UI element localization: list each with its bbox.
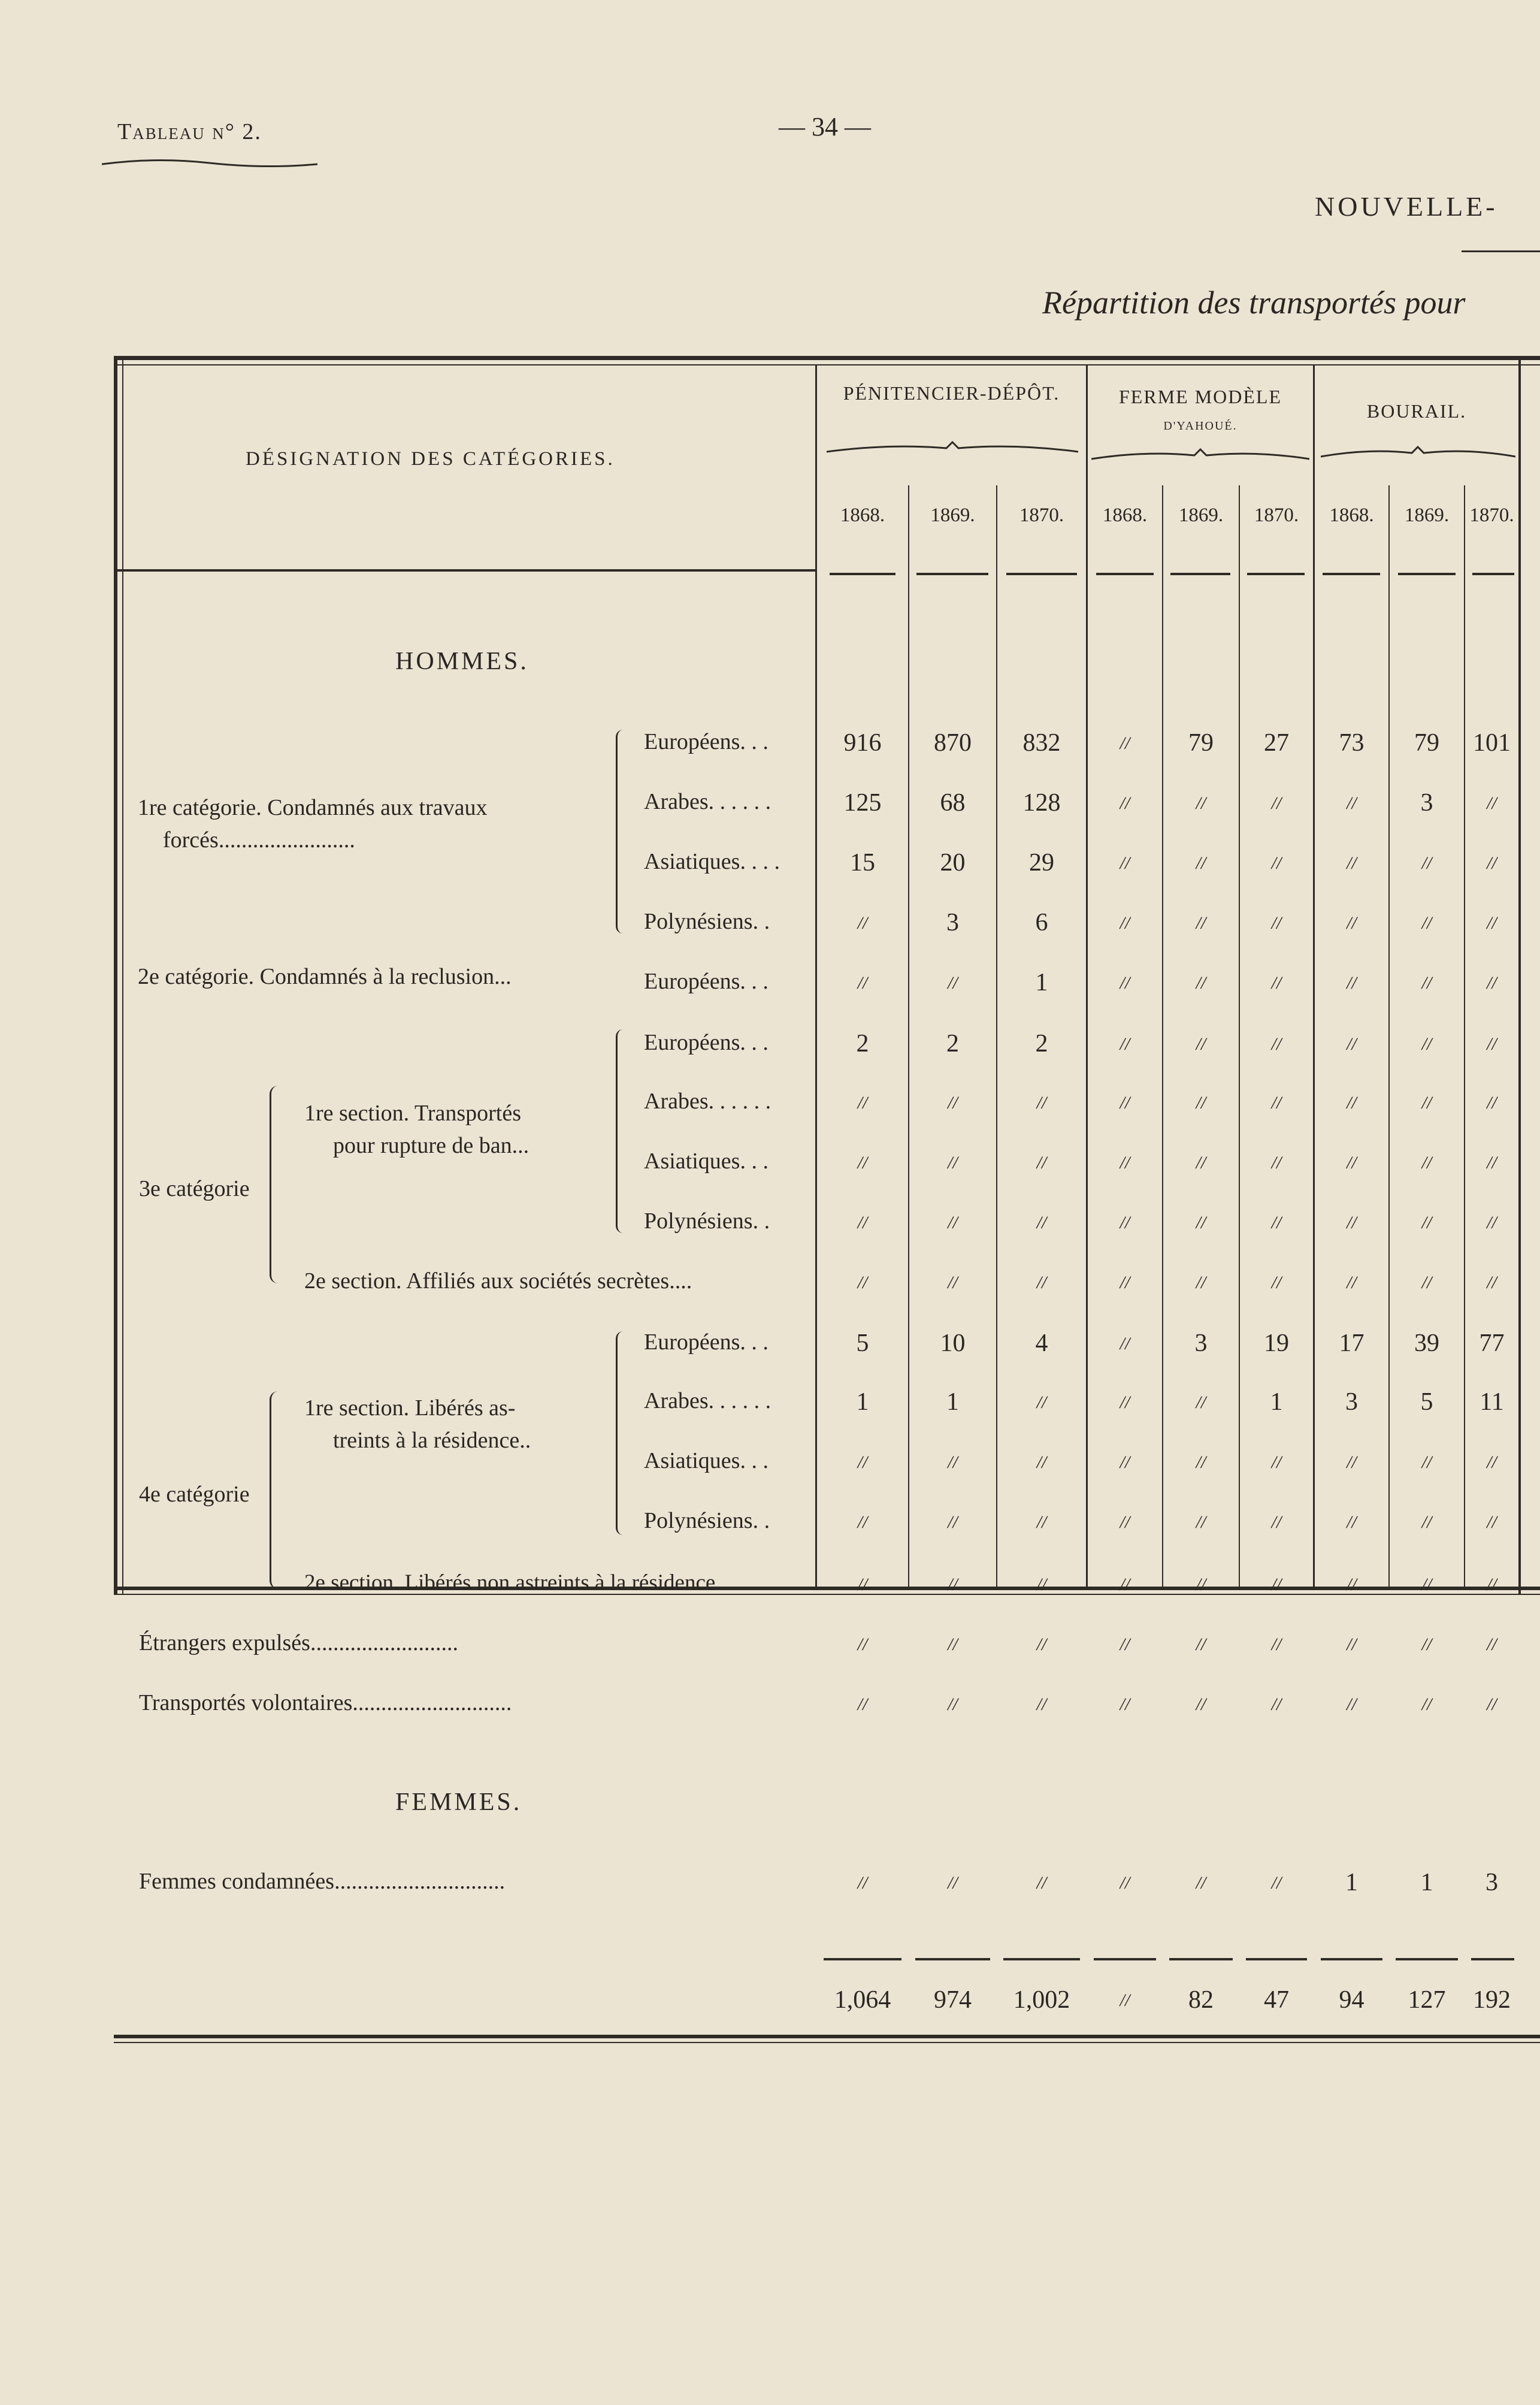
table-cell: // [1036, 1153, 1047, 1173]
table-cell: // [1036, 1452, 1047, 1472]
year-1868-penitencier: 1868. [840, 504, 885, 526]
etrangers-label: Étrangers expulsés.......................... [139, 1630, 458, 1655]
table-cell: // [1421, 973, 1432, 993]
brace-cat3 [270, 1086, 280, 1283]
year-1868-bourail: 1868. [1329, 504, 1374, 526]
table-cell: 39 [1414, 1330, 1439, 1357]
table-cell: // [1120, 1034, 1130, 1054]
table-cell: 125 [843, 789, 882, 817]
origin-label: Arabes. . . . . . [644, 1388, 771, 1413]
total-cell: 47 [1264, 1986, 1289, 2014]
table-cell: // [1271, 793, 1282, 813]
table-cell: // [1271, 1034, 1282, 1054]
cat4-section1-label: 1re section. Libérés as- [304, 1395, 516, 1421]
table-cell: // [1421, 1694, 1432, 1714]
table-cell: // [1347, 1634, 1357, 1654]
table-cell: 128 [1022, 789, 1061, 817]
table-cell: // [1120, 1213, 1130, 1232]
category-3-label: 3e catégorie [139, 1176, 250, 1201]
total-cell: 192 [1473, 1986, 1511, 2014]
cat3-section1-label: 1re section. Transportés [304, 1101, 522, 1126]
origin-label: Européens. . . [644, 1030, 769, 1055]
table-cell: // [1036, 1392, 1047, 1412]
colony-title: NOUVELLE- [1315, 191, 1498, 222]
table-cell: 3 [1485, 1869, 1498, 1896]
table-cell: // [1036, 1213, 1047, 1232]
table-cell: // [1487, 1273, 1497, 1292]
table-cell: // [1120, 1575, 1130, 1594]
table-cell: // [1271, 973, 1282, 993]
table-cell: // [1421, 1093, 1432, 1113]
table-cell: 1 [1270, 1388, 1283, 1416]
table-cell: // [1036, 1093, 1047, 1113]
table-cell: // [1347, 1512, 1357, 1532]
table-cell: // [1271, 1873, 1282, 1893]
table-subtitle: Répartition des transportés pour [1042, 285, 1466, 321]
table-cell: 1 [946, 1388, 959, 1416]
table-cell: // [948, 1093, 958, 1113]
table-cell: // [1120, 1873, 1130, 1893]
year-1869-bourail: 1869. [1404, 504, 1450, 526]
page-number: — 34 — [779, 112, 871, 141]
brace-penitencier [827, 441, 1078, 455]
table-cell: 79 [1414, 729, 1439, 757]
cat3-section2-label: 2e section. Affiliés aux sociétés secrètes.... [304, 1268, 692, 1294]
origin-label: Asiatiques. . . [644, 1149, 769, 1174]
table-cell: // [1120, 1634, 1130, 1654]
table-cell: // [948, 1873, 958, 1893]
table-cell: // [1036, 1512, 1047, 1532]
table-cell: 19 [1264, 1330, 1289, 1357]
table-cell: 101 [1473, 729, 1511, 757]
table-cell: // [1196, 973, 1206, 993]
table-cell: // [1347, 1452, 1357, 1472]
table-cell: // [1271, 1093, 1282, 1113]
table-cell: // [1196, 1093, 1206, 1113]
table-cell: 3 [1345, 1388, 1358, 1416]
table-cell: // [948, 1694, 958, 1714]
table-cell: 832 [1022, 729, 1061, 757]
table-cell: // [1120, 793, 1130, 813]
table-cell: // [1347, 1575, 1357, 1594]
table-cell: // [857, 1153, 868, 1173]
table-cell: // [1487, 913, 1497, 933]
table-cell: 6 [1035, 909, 1048, 936]
table-cell: // [1347, 1093, 1357, 1113]
table-cell: // [1120, 1273, 1130, 1292]
table-cell: // [1421, 1034, 1432, 1054]
table-cell: // [857, 973, 868, 993]
table-cell: // [1487, 1034, 1497, 1054]
table-cell: // [1421, 1213, 1432, 1232]
brace-cat4 [270, 1391, 280, 1589]
table-cell: // [1196, 913, 1206, 933]
group-header-ferme: FERME MODÈLE [1119, 386, 1282, 407]
year-1870-bourail: 1870. [1469, 504, 1514, 526]
table-cell: // [1421, 1153, 1432, 1173]
brace-bourail [1321, 446, 1515, 460]
origin-label: Européens. . . [644, 1330, 769, 1355]
table-cell: // [1196, 1034, 1206, 1054]
table-cell: 3 [1194, 1330, 1208, 1357]
table-cell: // [1487, 793, 1497, 813]
table-cell: // [1487, 1512, 1497, 1532]
origin-label: Européens. . . [644, 969, 769, 994]
table-cell: // [1421, 913, 1432, 933]
table-cell: // [1271, 1452, 1282, 1472]
cat4-section2-label: 2e section. Libérés non astreints à la résidence [304, 1570, 716, 1595]
table-cell: 2 [1035, 1030, 1048, 1058]
table-cell: // [1196, 1873, 1206, 1893]
origin-label: Européens. . . [644, 729, 769, 754]
table-cell: // [1421, 1273, 1432, 1292]
table-cell: // [1347, 853, 1357, 873]
table-cell: // [1036, 1634, 1047, 1654]
table-cell: // [1120, 733, 1130, 753]
table-cell: // [1421, 853, 1432, 873]
total-cell: 127 [1408, 1986, 1446, 2014]
table-cell: // [857, 1873, 868, 1893]
table-cell: // [1271, 1512, 1282, 1532]
table-cell: // [1196, 1273, 1206, 1292]
table-cell: // [857, 1512, 868, 1532]
year-1870-penitencier: 1870. [1019, 504, 1064, 526]
table-cell: 1 [856, 1388, 869, 1416]
category-2-label: 2e catégorie. Condamnés à la reclusion... [138, 964, 512, 989]
table-cell: // [1196, 1694, 1206, 1714]
section-hommes: HOMMES. [395, 648, 529, 675]
origin-label: Arabes. . . . . . [644, 1089, 771, 1114]
table-cell: 27 [1264, 729, 1289, 757]
table-cell: // [857, 913, 868, 933]
table-cell: // [1196, 1153, 1206, 1173]
table-cell: // [1196, 853, 1206, 873]
table-cell: 5 [1420, 1388, 1433, 1416]
table-cell: // [1487, 1694, 1497, 1714]
table-cell: // [1120, 1093, 1130, 1113]
table-cell: // [1347, 1213, 1357, 1232]
table-cell: 2 [946, 1030, 959, 1058]
table-cell: // [1347, 973, 1357, 993]
table-cell: // [1271, 1213, 1282, 1232]
table-cell: // [1120, 1392, 1130, 1412]
ornament-swash [102, 157, 317, 171]
table-cell: 73 [1339, 729, 1364, 757]
category-1-label-cont: forcés........................ [163, 827, 355, 853]
group-header-bourail: BOURAIL. [1366, 400, 1467, 422]
table-cell: // [948, 1512, 958, 1532]
group-header-penitencier: PÉNITENCIER-DÉPÔT. [843, 382, 1060, 404]
group-subheader-ferme: D'YAHOUÉ. [1163, 419, 1238, 433]
table-cell: // [1487, 1153, 1497, 1173]
table-cell: // [1271, 853, 1282, 873]
table-cell: // [948, 1153, 958, 1173]
table-cell: // [1120, 1694, 1130, 1714]
total-cell: // [1120, 1990, 1130, 2010]
table-cell: // [857, 1634, 868, 1654]
brace-ferme [1091, 448, 1309, 463]
table-cell: // [1421, 1575, 1432, 1594]
table-cell: 870 [934, 729, 972, 757]
origin-label: Asiatiques. . . [644, 1448, 769, 1473]
table-cell: 20 [940, 849, 966, 877]
table-cell: // [1487, 1213, 1497, 1232]
table-cell: // [857, 1694, 868, 1714]
table-cell: 1 [1420, 1869, 1433, 1896]
year-1869-ferme: 1869. [1178, 504, 1224, 526]
table-cell: 68 [940, 789, 966, 817]
table-cell: 2 [856, 1030, 869, 1058]
table-cell: // [1487, 1634, 1497, 1654]
table-cell: // [948, 1273, 958, 1292]
table-cell: // [1271, 1575, 1282, 1594]
table-cell: // [1271, 1273, 1282, 1292]
brace-cat4-s1 [616, 1331, 625, 1535]
designation-header: DÉSIGNATION DES CATÉGORIES. [246, 448, 615, 470]
table-cell: // [1120, 1452, 1130, 1472]
total-cell: 1,064 [834, 1986, 891, 2014]
table-cell: // [1421, 1452, 1432, 1472]
table-cell: // [1271, 1153, 1282, 1173]
table-cell: // [1196, 1575, 1206, 1594]
table-cell: 17 [1339, 1330, 1364, 1357]
origin-label: Asiatiques. . . . [644, 849, 780, 874]
table-cell: 29 [1029, 849, 1054, 877]
table-cell: // [1036, 1694, 1047, 1714]
year-1869-penitencier: 1869. [930, 504, 975, 526]
total-cell: 1,002 [1013, 1986, 1070, 2014]
table-cell: 4 [1035, 1330, 1048, 1357]
table-cell: // [1347, 1034, 1357, 1054]
cat4-section1-label-cont: treints à la résidence.. [333, 1428, 531, 1453]
table-cell: // [1120, 913, 1130, 933]
table-cell: 77 [1479, 1330, 1505, 1357]
origin-label: Polynésiens. . [644, 1508, 770, 1533]
year-1870-ferme: 1870. [1254, 504, 1299, 526]
brace-cat1 [616, 730, 625, 933]
table-cell: 5 [856, 1330, 869, 1357]
brace-cat3-s1 [616, 1029, 625, 1233]
table-cell: 916 [843, 729, 882, 757]
table-cell: // [1196, 1634, 1206, 1654]
table-cell: 11 [1480, 1388, 1504, 1416]
total-cell: 82 [1188, 1986, 1214, 2014]
total-cell: 94 [1339, 1986, 1364, 2014]
table-cell: 3 [946, 909, 959, 936]
table-cell: 10 [940, 1330, 966, 1357]
cat3-section1-label-cont: pour rupture de ban... [333, 1133, 530, 1158]
table-cell: // [1120, 1334, 1130, 1353]
table-cell: // [1487, 1093, 1497, 1113]
table-cell: // [1487, 973, 1497, 993]
table-cell: 1 [1345, 1869, 1358, 1896]
table-cell: // [1421, 1512, 1432, 1532]
origin-label: Arabes. . . . . . [644, 789, 771, 814]
table-cell: // [1120, 1153, 1130, 1173]
table-cell: // [948, 1575, 958, 1594]
table-cell: // [1036, 1273, 1047, 1292]
table-cell: // [857, 1452, 868, 1472]
table-cell: 79 [1188, 729, 1214, 757]
table-cell: // [1347, 1694, 1357, 1714]
section-femmes: FEMMES. [395, 1788, 522, 1816]
table-cell: // [1196, 1392, 1206, 1412]
table-cell: // [1271, 1634, 1282, 1654]
volontaires-label: Transportés volontaires............................ [139, 1690, 512, 1715]
femmes-condamnees-label: Femmes condamnées.............................. [139, 1869, 506, 1894]
table-cell: // [1487, 1575, 1497, 1594]
table-cell: // [1487, 1452, 1497, 1472]
origin-label: Polynésiens. . [644, 1208, 770, 1234]
table-cell: // [1347, 913, 1357, 933]
category-1-label: 1re catégorie. Condamnés aux travaux [138, 795, 488, 820]
table-cell: // [948, 1452, 958, 1472]
table-cell: 3 [1420, 789, 1433, 817]
category-4-label: 4e catégorie [139, 1482, 250, 1507]
table-cell: // [857, 1093, 868, 1113]
table-cell: // [948, 1634, 958, 1654]
table-cell: // [1036, 1575, 1047, 1594]
table-cell: // [1347, 1153, 1357, 1173]
table-cell: 15 [850, 849, 875, 877]
table-cell: // [1196, 1213, 1206, 1232]
table-cell: // [857, 1213, 868, 1232]
table-cell: // [1120, 853, 1130, 873]
table-cell: // [1487, 853, 1497, 873]
table-cell: // [1347, 1273, 1357, 1292]
tableau-label: Tableau n° 2. [117, 119, 262, 144]
table-cell: // [1120, 1512, 1130, 1532]
table-cell: // [948, 973, 958, 993]
table-cell: // [1120, 973, 1130, 993]
table-cell: // [1271, 1694, 1282, 1714]
table-cell: // [948, 1213, 958, 1232]
table-cell: // [1271, 913, 1282, 933]
table-cell: 1 [1035, 969, 1048, 996]
table-cell: // [1196, 793, 1206, 813]
table-cell: // [1347, 793, 1357, 813]
table-cell: // [1196, 1452, 1206, 1472]
year-1868-ferme: 1868. [1102, 504, 1148, 526]
table-cell: // [1036, 1873, 1047, 1893]
table-cell: // [1196, 1512, 1206, 1532]
table-cell: // [857, 1575, 868, 1594]
total-cell: 974 [934, 1986, 972, 2014]
origin-label: Polynésiens. . [644, 909, 770, 934]
table-cell: // [1421, 1634, 1432, 1654]
table-cell: // [857, 1273, 868, 1292]
